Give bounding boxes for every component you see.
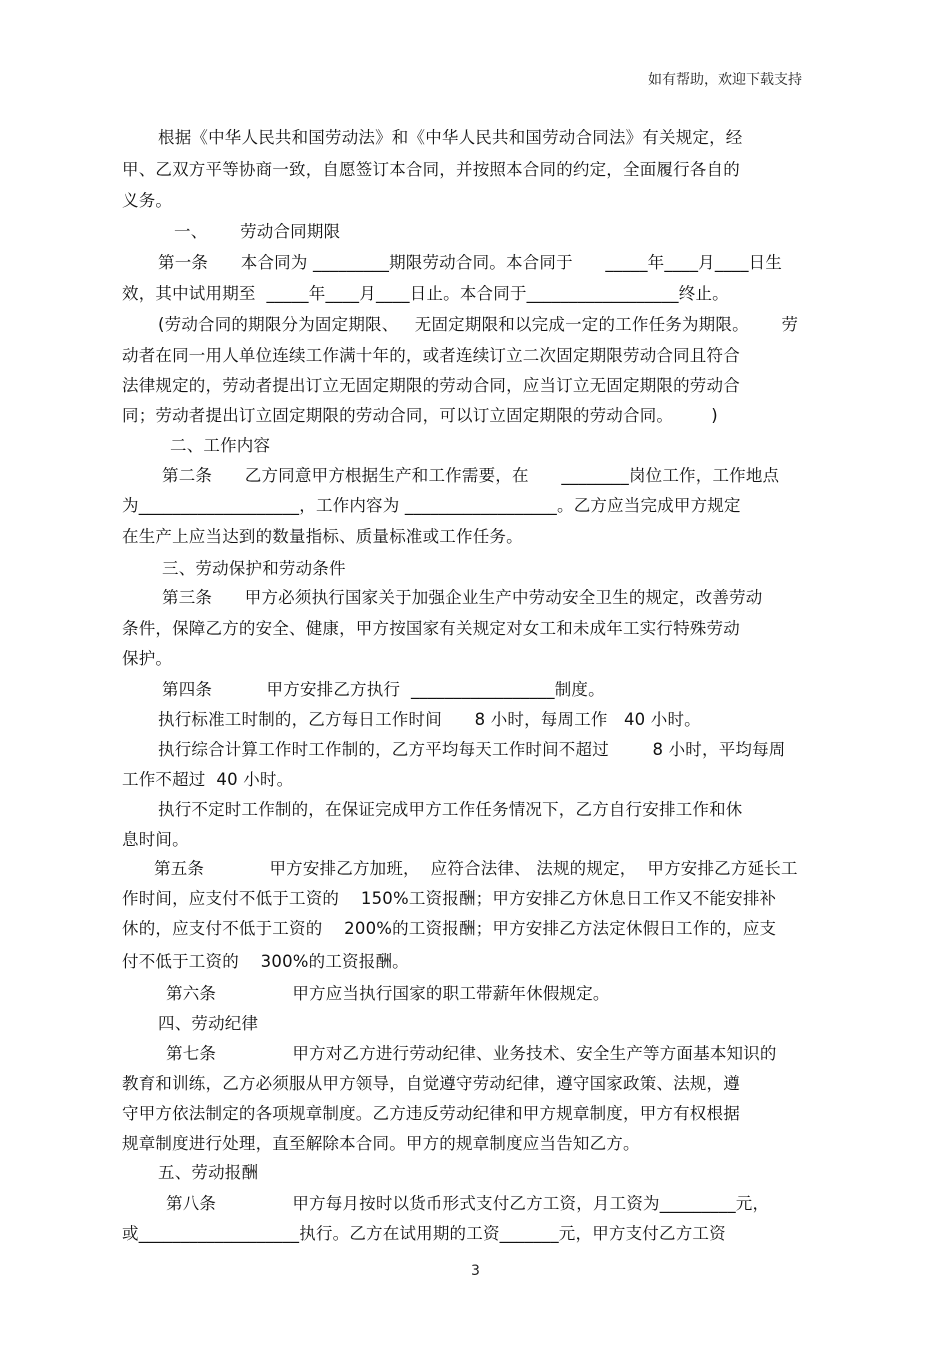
text-line: 第一条 本合同为 _________期限劳动合同。本合同于 _____年____月____日生 bbox=[158, 253, 783, 272]
text-line: 在生产上应当达到的数量指标、质量标准或工作任务。 bbox=[122, 527, 523, 546]
text-line: 执行综合计算工作时工作制的，乙方平均每天工作时间不超过 8 小时，平均每周 bbox=[158, 740, 786, 759]
text-line: 息时间。 bbox=[122, 830, 189, 849]
text-line: 动者在同一用人单位连续工作满十年的，或者连续订立二次固定期限劳动合同且符合 bbox=[122, 346, 740, 365]
text-line: 第七条 甲方对乙方进行劳动纪律、业务技术、安全生产等方面基本知识的 bbox=[166, 1044, 777, 1063]
section-heading: 二、工作内容 bbox=[170, 436, 271, 455]
section-heading: 四、劳动纪律 bbox=[158, 1014, 259, 1033]
text-line: 甲、乙双方平等协商一致，自愿签订本合同，并按照本合同的约定，全面履行各自的 bbox=[122, 160, 740, 179]
text-line: 效，其中试用期至 _____年____月____日止。本合同于__________________终止。 bbox=[122, 284, 729, 303]
text-line: 执行不定时工作制的，在保证完成甲方工作任务情况下，乙方自行安排工作和休 bbox=[158, 800, 743, 819]
text-line: 同；劳动者提出订立固定期限的劳动合同，可以订立固定期限的劳动合同。 ) bbox=[122, 406, 718, 425]
text-line: 第三条 甲方必须执行国家关于加强企业生产中劳动安全卫生的规定，改善劳动 bbox=[162, 588, 763, 607]
text-line: 义务。 bbox=[122, 191, 173, 210]
text-line: 第五条 甲方安排乙方加班， 应符合法律、 法规的规定， 甲方安排乙方延长工 bbox=[154, 859, 798, 878]
text-line: 付不低于工资的 300%的工资报酬。 bbox=[122, 952, 409, 971]
text-line: 第四条 甲方安排乙方执行 _________________制度。 bbox=[162, 680, 605, 699]
text-line: 作时间，应支付不低于工资的 150%工资报酬；甲方安排乙方休息日工作又不能安排补 bbox=[122, 889, 777, 908]
page-header: 如有帮助，欢迎下载支持 bbox=[648, 72, 802, 88]
text-line: 工作不超过 40 小时。 bbox=[122, 770, 294, 789]
section-heading: 三、劳动保护和劳动条件 bbox=[162, 559, 346, 578]
text-line: 或___________________执行。乙方在试用期的工资_______元，甲方支付乙方工资 bbox=[122, 1224, 726, 1243]
text-line: 保护。 bbox=[122, 649, 173, 668]
section-heading: 一、 劳动合同期限 bbox=[174, 222, 341, 241]
text-line: 教育和训练，乙方必须服从甲方领导，自觉遵守劳动纪律，遵守国家政策、法规，遵 bbox=[122, 1074, 740, 1093]
text-line: 规章制度进行处理，直至解除本合同。甲方的规章制度应当告知乙方。 bbox=[122, 1134, 640, 1153]
page-number: 3 bbox=[471, 1263, 480, 1279]
section-heading: 五、劳动报酬 bbox=[158, 1163, 259, 1182]
text-line: 条件，保障乙方的安全、健康，甲方按国家有关规定对女工和未成年工实行特殊劳动 bbox=[122, 619, 740, 638]
text-line: 休的，应支付不低于工资的 200%的工资报酬；甲方安排乙方法定休假日工作的，应支 bbox=[122, 919, 777, 938]
text-line: 执行标准工时制的，乙方每日工作时间 8 小时，每周工作 40 小时。 bbox=[158, 710, 701, 729]
text-line: 第八条 甲方每月按时以货币形式支付乙方工资，月工资为_________元， bbox=[166, 1194, 770, 1213]
text-line: (劳动合同的期限分为固定期限、 无固定期限和以完成一定的工作任务为期限。 劳 bbox=[158, 315, 799, 334]
text-line: 为___________________，工作内容为 __________________。乙方应当完成甲方规定 bbox=[122, 496, 741, 515]
text-line: 根据《中华人民共和国劳动法》和《中华人民共和国劳动合同法》有关规定，经 bbox=[158, 128, 743, 147]
text-line: 第二条 乙方同意甲方根据生产和工作需要，在 ________岗位工作，工作地点 bbox=[162, 466, 780, 485]
text-line: 守甲方依法制定的各项规章制度。乙方违反劳动纪律和甲方规章制度，甲方有权根据 bbox=[122, 1104, 740, 1123]
text-line: 第六条 甲方应当执行国家的职工带薪年休假规定。 bbox=[166, 984, 610, 1003]
text-line: 法律规定的，劳动者提出订立无固定期限的劳动合同，应当订立无固定期限的劳动合 bbox=[122, 376, 740, 395]
